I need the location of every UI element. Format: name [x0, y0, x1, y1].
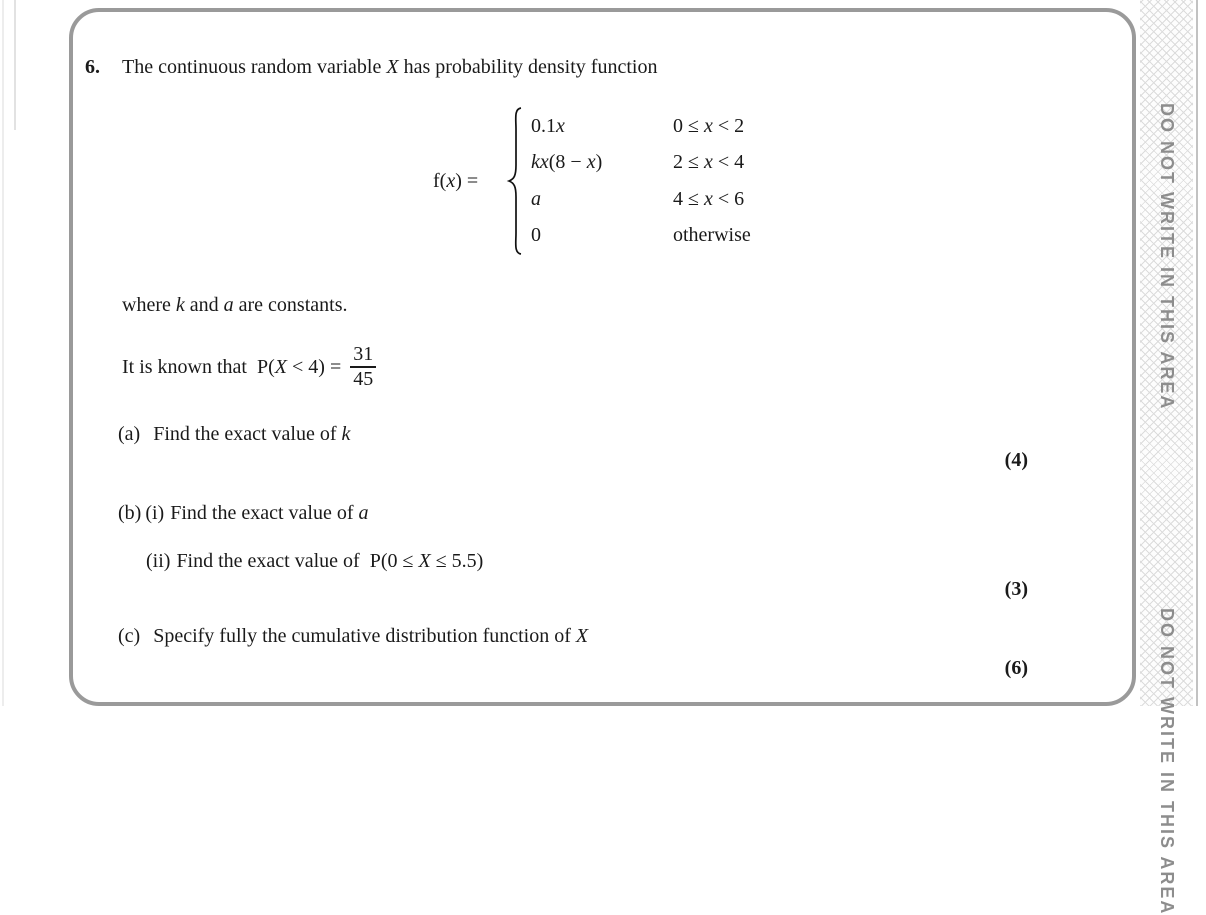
formula-row — [531, 108, 751, 145]
constants-line: where k and a are constants. — [122, 294, 348, 316]
part-b-i-text: Find the exact value of a — [170, 502, 369, 524]
scan-edge-line — [2, 0, 4, 706]
part-b-marks: (3) — [1004, 578, 1028, 600]
part-a-text: Find the exact value of k — [153, 423, 351, 445]
fraction — [350, 343, 376, 391]
formula-row — [531, 145, 751, 182]
fraction-numerator: 31 — [350, 343, 376, 368]
part-a-label: (a) — [118, 423, 141, 445]
part-c-text: Specify fully the cumulative distribution function of X — [153, 625, 589, 647]
formula-condition: 0 ≤ x < 2 — [673, 114, 745, 137]
part-a-line — [118, 421, 350, 447]
fraction-denominator: 45 — [353, 368, 374, 390]
right-margin-rule — [1196, 0, 1198, 706]
known-probability-text: It is known that P(X < 4) = — [122, 355, 347, 378]
part-c-marks: (6) — [1004, 657, 1028, 679]
do-not-write-watermark-bottom: DO NOT WRITE IN THIS AREA — [1157, 608, 1177, 915]
scan-edge-line-top — [14, 0, 16, 130]
pdf-piecewise-formula — [433, 106, 751, 256]
formula-condition: 4 ≤ x < 6 — [673, 187, 745, 210]
formula-expression: 0.1x — [531, 114, 565, 137]
formula-rows — [531, 108, 751, 254]
question-number: 6. — [85, 56, 100, 78]
question-intro-text: The continuous random variable X has probability density function — [122, 56, 658, 78]
part-b-ii-label: (ii) — [146, 550, 171, 572]
part-b-i-label: (i) — [145, 502, 165, 524]
question-intro-line — [85, 54, 657, 80]
do-not-write-watermark-top: DO NOT WRITE IN THIS AREA — [1157, 103, 1177, 411]
formula-row — [531, 218, 751, 255]
formula-expression: a — [531, 187, 541, 210]
formula-lhs: f(x) = — [433, 169, 484, 192]
formula-expression: 0 — [531, 224, 541, 247]
part-b-ii-text: Find the exact value of P(0 ≤ X ≤ 5.5) — [176, 550, 484, 572]
part-c-label: (c) — [118, 625, 141, 647]
question-paper-page — [69, 8, 1136, 706]
part-b-label: (b) — [118, 502, 142, 524]
part-a-marks: (4) — [1004, 449, 1028, 471]
part-b-ii-line — [146, 548, 483, 574]
formula-condition: 2 ≤ x < 4 — [673, 151, 745, 174]
formula-expression: kx(8 − x) — [531, 151, 603, 174]
formula-condition: otherwise — [673, 224, 751, 247]
part-c-line — [118, 623, 588, 649]
formula-row — [531, 181, 751, 218]
curly-brace-glyph — [507, 106, 523, 256]
part-b-i-line — [118, 500, 369, 526]
known-probability-line — [122, 341, 376, 393]
